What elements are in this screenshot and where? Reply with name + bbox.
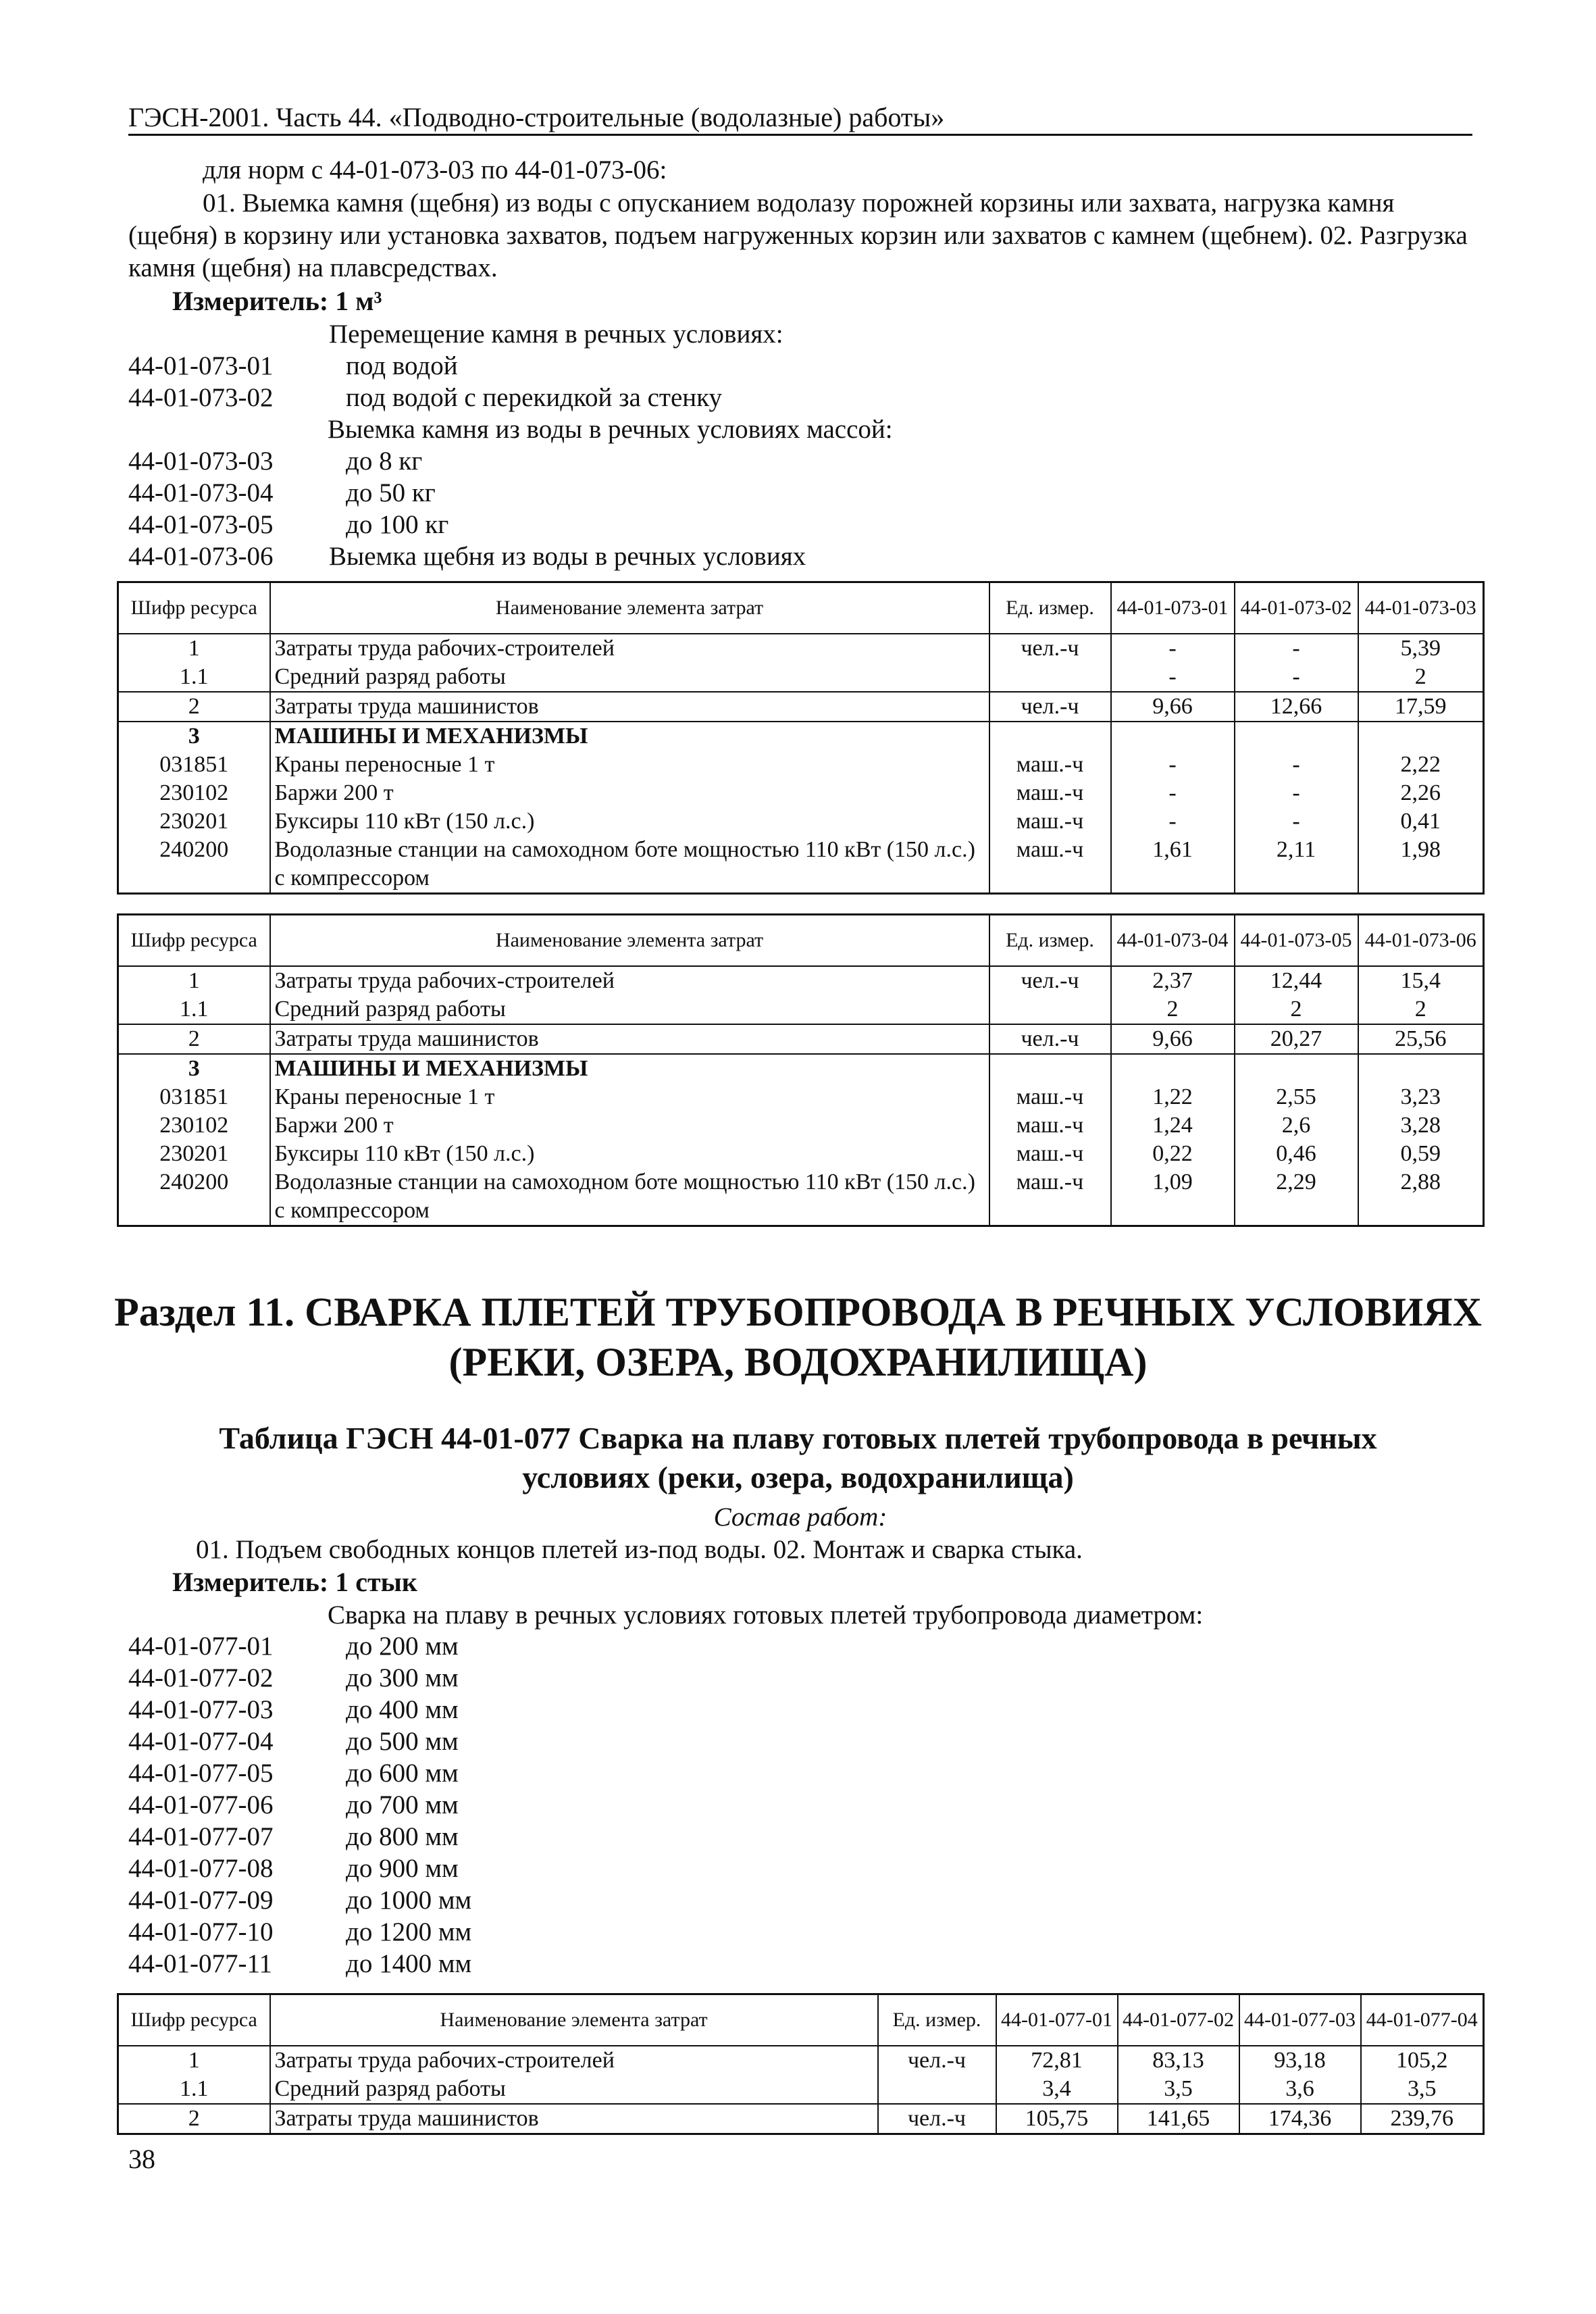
norm-desc: до 1400 мм (346, 1949, 472, 1978)
cell-unit: маш.-ч (989, 836, 1111, 894)
cell-value: 2 (1111, 995, 1235, 1024)
cell-shifr: 2 (118, 2104, 270, 2134)
cell-shifr: 1 (118, 2046, 270, 2075)
col-header-norm: 44-01-073-03 (1358, 582, 1484, 634)
cell-unit: чел.-ч (989, 966, 1111, 995)
measure-unit-2: Измеритель: 1 стык (172, 1567, 417, 1597)
cell-unit: чел.-ч (878, 2046, 996, 2075)
col-header-norm: 44-01-073-01 (1111, 582, 1235, 634)
table-row (118, 1168, 1484, 1226)
cell-value: 5,39 (1358, 634, 1484, 663)
norm-desc: до 1000 мм (346, 1886, 472, 1915)
cell-shifr: 2 (118, 1024, 270, 1054)
cell-value: 3,5 (1361, 2075, 1484, 2104)
composition-text: 01. Подъем свободных концов плетей из-под воды. 02. Монтаж и сварка стыка. (196, 1535, 1083, 1564)
cell-shifr: 240200 (118, 1168, 270, 1226)
cell-unit: маш.-ч (989, 1083, 1111, 1111)
cell-value: 3,6 (1239, 2075, 1361, 2104)
cell-value: 2 (1358, 663, 1484, 692)
intro-work-composition: 01. Выемка камня (щебня) из воды с опусканием водолазу порожней корзины или захвата, нагрузка камня (щебня) в корзину или установка захватов, подъем нагруженных корзин или захватов с камнем (щебнем). 02. Разгрузка камня (щебня) на плавсредствах. (128, 188, 1468, 282)
cell-shifr: 1.1 (118, 2075, 270, 2104)
cell-shifr: 1.1 (118, 663, 270, 692)
cell-shifr: 031851 (118, 1083, 270, 1111)
cell-value: 2,6 (1235, 1111, 1358, 1140)
cell-value: 0,59 (1358, 1140, 1484, 1168)
cell-value: - (1111, 663, 1235, 692)
cell-name: МАШИНЫ И МЕХАНИЗМЫ (270, 1054, 989, 1083)
cell-name: Водолазные станции на самоходном боте мощностью 110 кВт (150 л.с.) с компрессором (270, 836, 989, 894)
table-row (118, 2046, 1484, 2075)
cell-shifr: 1.1 (118, 995, 270, 1024)
cell-value: 2,22 (1358, 751, 1484, 779)
cell-value (1111, 722, 1235, 751)
cell-value: 2 (1358, 995, 1484, 1024)
cell-value: - (1235, 663, 1358, 692)
cell-value: 1,09 (1111, 1168, 1235, 1226)
col-header-shifr: Шифр ресурса (118, 1994, 270, 2046)
cell-value: 239,76 (1361, 2104, 1484, 2134)
norm-desc: до 600 мм (346, 1759, 459, 1788)
table-row (118, 1111, 1484, 1140)
cell-value: 105,75 (996, 2104, 1118, 2134)
group-label: Перемещение камня в речных условиях: (329, 320, 783, 349)
table-row (118, 692, 1484, 722)
norm-desc: под водой (346, 351, 458, 380)
cell-unit: чел.-ч (878, 2104, 996, 2134)
table-row (118, 722, 1484, 751)
cell-shifr: 240200 (118, 836, 270, 894)
composition-label: Состав работ: (713, 1503, 887, 1532)
cell-name: Затраты труда рабочих-строителей (270, 2046, 878, 2075)
cell-value: 25,56 (1358, 1024, 1484, 1054)
table-title-line2: условиях (реки, озера, водохранилища) (522, 1460, 1074, 1494)
table-row (118, 779, 1484, 807)
norm-desc: до 400 мм (346, 1695, 459, 1724)
cell-name: Затраты труда машинистов (270, 2104, 878, 2134)
norm-code-list-2 (128, 1630, 1472, 1980)
col-header-norm: 44-01-077-01 (996, 1994, 1118, 2046)
cell-unit (989, 1054, 1111, 1083)
norm-code: 44-01-077-05 (128, 1759, 274, 1788)
cell-value: 20,27 (1235, 1024, 1358, 1054)
norm-code: 44-01-073-05 (128, 510, 274, 539)
cell-name: Средний разряд работы (270, 2075, 878, 2104)
norm-desc: до 200 мм (346, 1632, 459, 1661)
cell-value: 141,65 (1118, 2104, 1239, 2134)
cell-name: Буксиры 110 кВт (150 л.с.) (270, 807, 989, 836)
cell-value: 17,59 (1358, 692, 1484, 722)
cell-value: 83,13 (1118, 2046, 1239, 2075)
resource-table-2 (117, 913, 1485, 1227)
table-row (118, 836, 1484, 894)
col-header-norm: 44-01-077-02 (1118, 1994, 1239, 2046)
norm-desc: до 900 мм (346, 1854, 459, 1883)
cell-unit: чел.-ч (989, 634, 1111, 663)
norm-code-list-1 (128, 318, 1472, 572)
cell-value (1111, 1054, 1235, 1083)
col-header-shifr: Шифр ресурса (118, 582, 270, 634)
running-header: ГЭСН-2001. Часть 44. «Подводно-строительные (водолазные) работы» (128, 101, 1472, 136)
table-row (118, 1024, 1484, 1054)
cell-value (1358, 1054, 1484, 1083)
table-row (118, 1140, 1484, 1168)
cell-value: 9,66 (1111, 692, 1235, 722)
norm-code: 44-01-077-09 (128, 1886, 274, 1915)
norm-code: 44-01-073-02 (128, 383, 274, 412)
norm-desc: до 8 кг (346, 447, 423, 476)
col-header-name: Наименование элемента затрат (270, 582, 989, 634)
cell-unit: маш.-ч (989, 1168, 1111, 1226)
cell-value: 0,22 (1111, 1140, 1235, 1168)
resource-table-1 (117, 581, 1485, 895)
norm-desc: до 50 кг (346, 478, 436, 507)
cell-value: 93,18 (1239, 2046, 1361, 2075)
cell-value: 9,66 (1111, 1024, 1235, 1054)
cell-value: 1,24 (1111, 1111, 1235, 1140)
cell-value: 15,4 (1358, 966, 1484, 995)
table-title-line1: Таблица ГЭСН 44-01-077 Сварка на плаву готовых плетей трубопровода в речных (219, 1421, 1377, 1455)
section-title-line1: Раздел 11. СВАРКА ПЛЕТЕЙ ТРУБОПРОВОДА В РЕЧНЫХ УСЛОВИЯХ (114, 1290, 1482, 1334)
cell-value: 2,26 (1358, 779, 1484, 807)
cell-value: - (1111, 751, 1235, 779)
cell-name: Затраты труда машинистов (270, 1024, 989, 1054)
cell-value: 2,37 (1111, 966, 1235, 995)
norm-desc: до 800 мм (346, 1822, 459, 1851)
cell-value: 1,22 (1111, 1083, 1235, 1111)
norm-desc: под водой с перекидкой за стенку (346, 383, 723, 412)
table-row (118, 634, 1484, 663)
col-header-name: Наименование элемента затрат (270, 915, 989, 966)
cell-value: 3,23 (1358, 1083, 1484, 1111)
cell-value: 72,81 (996, 2046, 1118, 2075)
norm-desc: Выемка щебня из воды в речных условиях (329, 542, 806, 571)
col-header-norm: 44-01-073-06 (1358, 915, 1484, 966)
col-header-unit: Ед. измер. (878, 1994, 996, 2046)
cell-name: Баржи 200 т (270, 1111, 989, 1140)
norm-code: 44-01-077-04 (128, 1727, 274, 1756)
col-header-shifr: Шифр ресурса (118, 915, 270, 966)
cell-value: 3,28 (1358, 1111, 1484, 1140)
page-number: 38 (128, 2144, 155, 2174)
section-title-line2: (РЕКИ, ОЗЕРА, ВОДОХРАНИЛИЩА) (448, 1340, 1148, 1384)
cell-value: 3,5 (1118, 2075, 1239, 2104)
norm-code: 44-01-073-01 (128, 351, 274, 380)
cell-value: 105,2 (1361, 2046, 1484, 2075)
col-header-norm: 44-01-073-05 (1235, 915, 1358, 966)
col-header-norm: 44-01-073-04 (1111, 915, 1235, 966)
cell-value (1358, 722, 1484, 751)
table-row (118, 1083, 1484, 1111)
cell-value: 0,41 (1358, 807, 1484, 836)
cell-unit: маш.-ч (989, 807, 1111, 836)
cell-value: 1,98 (1358, 836, 1484, 894)
norm-code: 44-01-073-06 (128, 542, 274, 571)
cell-value (1235, 1054, 1358, 1083)
cell-value: 12,44 (1235, 966, 1358, 995)
cell-value: 2,11 (1235, 836, 1358, 894)
resource-table-3 (117, 1993, 1485, 2135)
cell-value: - (1235, 634, 1358, 663)
cell-shifr: 3 (118, 1054, 270, 1083)
cell-unit (989, 995, 1111, 1024)
cell-value (1235, 722, 1358, 751)
cell-shifr: 031851 (118, 751, 270, 779)
col-header-norm: 44-01-077-04 (1361, 1994, 1484, 2046)
table-row (118, 663, 1484, 692)
cell-name: Краны переносные 1 т (270, 751, 989, 779)
cell-value: - (1235, 807, 1358, 836)
cell-name: Буксиры 110 кВт (150 л.с.) (270, 1140, 989, 1168)
norm-code: 44-01-077-07 (128, 1822, 274, 1851)
col-header-norm: 44-01-077-03 (1239, 1994, 1361, 2046)
cell-unit: чел.-ч (989, 692, 1111, 722)
cell-value: 2,88 (1358, 1168, 1484, 1226)
cell-shifr: 230102 (118, 779, 270, 807)
table-row (118, 807, 1484, 836)
cell-unit: маш.-ч (989, 779, 1111, 807)
norm-desc: до 700 мм (346, 1790, 459, 1819)
cell-shifr: 2 (118, 692, 270, 722)
norm-code: 44-01-077-06 (128, 1790, 274, 1819)
cell-value: 1,61 (1111, 836, 1235, 894)
cell-shifr: 230201 (118, 1140, 270, 1168)
cell-name: Средний разряд работы (270, 663, 989, 692)
table-row (118, 2104, 1484, 2134)
col-header-unit: Ед. измер. (989, 582, 1111, 634)
norm-code: 44-01-077-11 (128, 1949, 273, 1978)
cell-value: - (1235, 779, 1358, 807)
col-header-unit: Ед. измер. (989, 915, 1111, 966)
cell-value: 174,36 (1239, 2104, 1361, 2134)
norm-desc: до 100 кг (346, 510, 449, 539)
cell-name: Краны переносные 1 т (270, 1083, 989, 1111)
cell-unit (878, 2075, 996, 2104)
cell-shifr: 1 (118, 634, 270, 663)
group-label-2: Сварка на плаву в речных условиях готовых плетей трубопровода диаметром: (328, 1601, 1204, 1630)
cell-name: Затраты труда рабочих-строителей (270, 634, 989, 663)
cell-value: 3,4 (996, 2075, 1118, 2104)
table-row (118, 751, 1484, 779)
cell-name: Баржи 200 т (270, 779, 989, 807)
table-row (118, 995, 1484, 1024)
norm-code: 44-01-077-03 (128, 1695, 274, 1724)
cell-unit: маш.-ч (989, 1111, 1111, 1140)
col-header-norm: 44-01-073-02 (1235, 582, 1358, 634)
cell-name: Водолазные станции на самоходном боте мощностью 110 кВт (150 л.с.) с компрессором (270, 1168, 989, 1226)
norm-code: 44-01-073-04 (128, 478, 274, 507)
norm-desc: до 300 мм (346, 1663, 459, 1692)
cell-value: - (1235, 751, 1358, 779)
measure-unit-1: Измеритель: 1 м³ (172, 286, 382, 316)
cell-shifr: 3 (118, 722, 270, 751)
norm-desc: до 1200 мм (346, 1917, 472, 1946)
cell-unit: маш.-ч (989, 751, 1111, 779)
cell-value: - (1111, 807, 1235, 836)
norm-code: 44-01-077-01 (128, 1632, 274, 1661)
cell-unit: маш.-ч (989, 1140, 1111, 1168)
norm-desc: до 500 мм (346, 1727, 459, 1756)
cell-name: МАШИНЫ И МЕХАНИЗМЫ (270, 722, 989, 751)
cell-name: Средний разряд работы (270, 995, 989, 1024)
norm-code: 44-01-073-03 (128, 447, 274, 476)
cell-value: - (1111, 634, 1235, 663)
cell-shifr: 230201 (118, 807, 270, 836)
cell-shifr: 1 (118, 966, 270, 995)
col-header-name: Наименование элемента затрат (270, 1994, 878, 2046)
cell-value: 0,46 (1235, 1140, 1358, 1168)
intro-applies-to: для норм с 44-01-073-03 по 44-01-073-06: (203, 155, 667, 184)
cell-name: Затраты труда рабочих-строителей (270, 966, 989, 995)
cell-unit: чел.-ч (989, 1024, 1111, 1054)
cell-unit (989, 663, 1111, 692)
norm-code: 44-01-077-10 (128, 1917, 274, 1946)
table-row (118, 2075, 1484, 2104)
cell-value: 2,55 (1235, 1083, 1358, 1111)
cell-name: Затраты труда машинистов (270, 692, 989, 722)
cell-unit (989, 722, 1111, 751)
cell-shifr: 230102 (118, 1111, 270, 1140)
group-label: Выемка камня из воды в речных условиях массой: (328, 415, 893, 444)
table-row (118, 1054, 1484, 1083)
norm-code: 44-01-077-08 (128, 1854, 274, 1883)
norm-code: 44-01-077-02 (128, 1663, 274, 1692)
table-row (118, 966, 1484, 995)
cell-value: 2,29 (1235, 1168, 1358, 1226)
cell-value: - (1111, 779, 1235, 807)
cell-value: 12,66 (1235, 692, 1358, 722)
cell-value: 2 (1235, 995, 1358, 1024)
